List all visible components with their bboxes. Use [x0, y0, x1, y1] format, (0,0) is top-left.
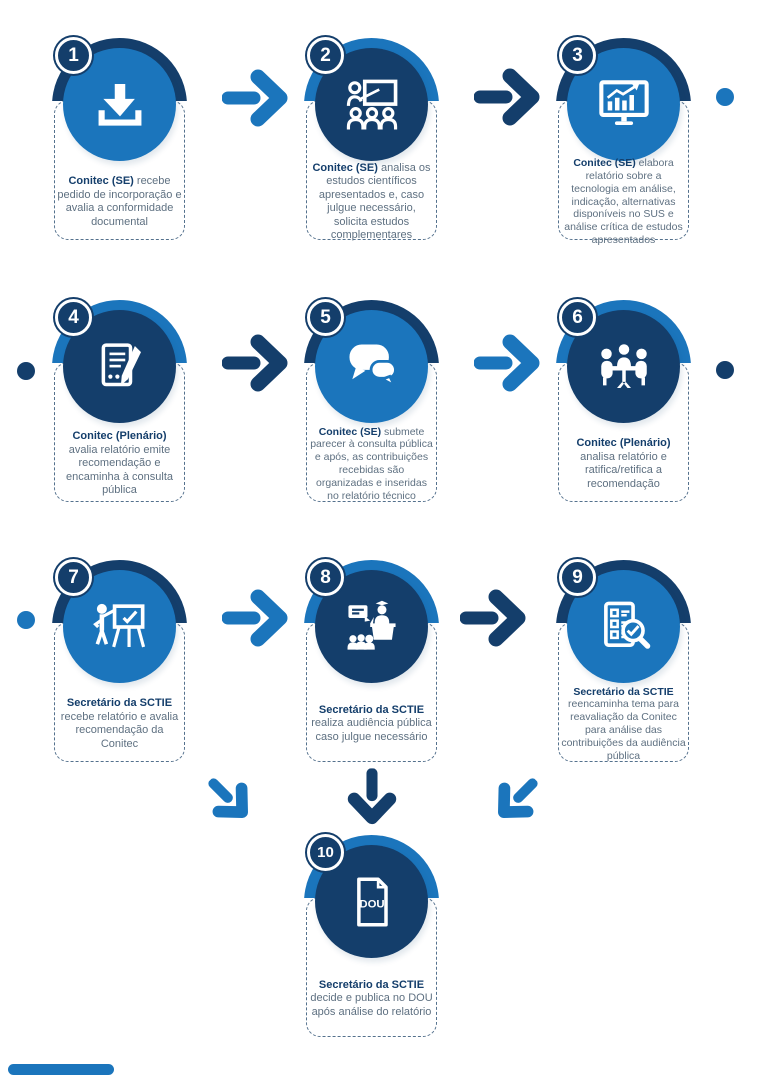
step-number-badge: 2 — [307, 37, 344, 74]
connector-dot — [716, 361, 734, 379]
step-card-6 — [558, 300, 689, 504]
step-description: Secretário da SCTIE realiza audiência pública caso julgue necessário — [311, 703, 432, 743]
step-description: Secretário da SCTIE reencaminha tema para reavaliação da Conitec para análise das contribuições da audiência pública — [561, 685, 686, 762]
arrow-right-icon — [474, 68, 546, 126]
step-card-10 — [306, 835, 437, 1039]
arrow-right-icon — [460, 589, 532, 647]
classroom-presentation-icon — [343, 76, 401, 134]
presenter-easel-icon — [91, 598, 149, 656]
step-card-3 — [558, 38, 689, 246]
arrow-right-icon — [222, 334, 294, 392]
podium-audience-icon — [343, 598, 401, 656]
step-card-1 — [54, 38, 185, 242]
arrow-right-icon — [474, 334, 546, 392]
step-number-badge: 10 — [307, 834, 344, 871]
connector-dot — [716, 88, 734, 106]
arrow-right-icon — [222, 589, 294, 647]
step-description: Conitec (SE) submete parecer à consulta pública e após, as contribuições recebidas são organizadas e inseridas no relatório técnico — [310, 425, 433, 502]
step-description: Conitec (SE) elabora relatório sobre a tecnologia em análise, indicação, alternativas disponíveis no SUS e análise crítica de estudos apresentados — [564, 157, 683, 246]
document-pencil-icon — [92, 339, 148, 395]
step-card-2 — [306, 38, 437, 242]
meeting-table-icon — [596, 339, 652, 395]
step-number-badge: 9 — [559, 559, 596, 596]
svg-text:DOU: DOU — [358, 897, 385, 910]
connector-dot — [17, 362, 35, 380]
step-card-5 — [306, 300, 437, 504]
speech-bubbles-icon — [342, 337, 402, 397]
step-description: Secretário da SCTIE decide e publica no DOU após análise do relatório — [310, 978, 433, 1018]
step-number-badge: 3 — [559, 37, 596, 74]
checklist-magnifier-icon — [595, 598, 653, 656]
step-number-badge: 4 — [55, 299, 92, 336]
step-card-4 — [54, 300, 185, 504]
download-icon — [92, 77, 148, 133]
step-description: Conitec (SE) analisa os estudos científicos apresentados e, caso julgue necessário, solicita estudos complementares — [312, 161, 431, 241]
step-description: Conitec (Plenário) avalia relatório emite recomendação e encaminha à consulta pública — [65, 430, 173, 497]
arrow-down-left-icon — [480, 764, 552, 836]
step-description: Conitec (Plenário) analisa relatório e ratifica/retifica a recomendação — [576, 437, 671, 490]
step-number-badge: 8 — [307, 559, 344, 596]
step-number-badge: 5 — [307, 299, 344, 336]
step-number-badge: 6 — [559, 299, 596, 336]
step-description: Conitec (SE) recebe pedido de incorporação e avalia a conformidade documental — [57, 175, 182, 228]
step-card-7 — [54, 560, 185, 764]
step-number-badge: 1 — [55, 37, 92, 74]
connector-dot — [17, 611, 35, 629]
dou-document-icon — [344, 874, 400, 930]
arrow-right-icon — [222, 69, 294, 127]
decorative-bar — [8, 1064, 114, 1075]
arrow-down-right-icon — [194, 764, 266, 836]
step-description: Secretário da SCTIE recebe relatório e avalia recomendação da Conitec — [60, 697, 179, 750]
arrow-down-icon — [347, 768, 396, 829]
monitor-chart-icon — [595, 76, 653, 134]
step-number-badge: 7 — [55, 559, 92, 596]
step-card-8 — [306, 560, 437, 764]
step-card-9 — [558, 560, 689, 764]
